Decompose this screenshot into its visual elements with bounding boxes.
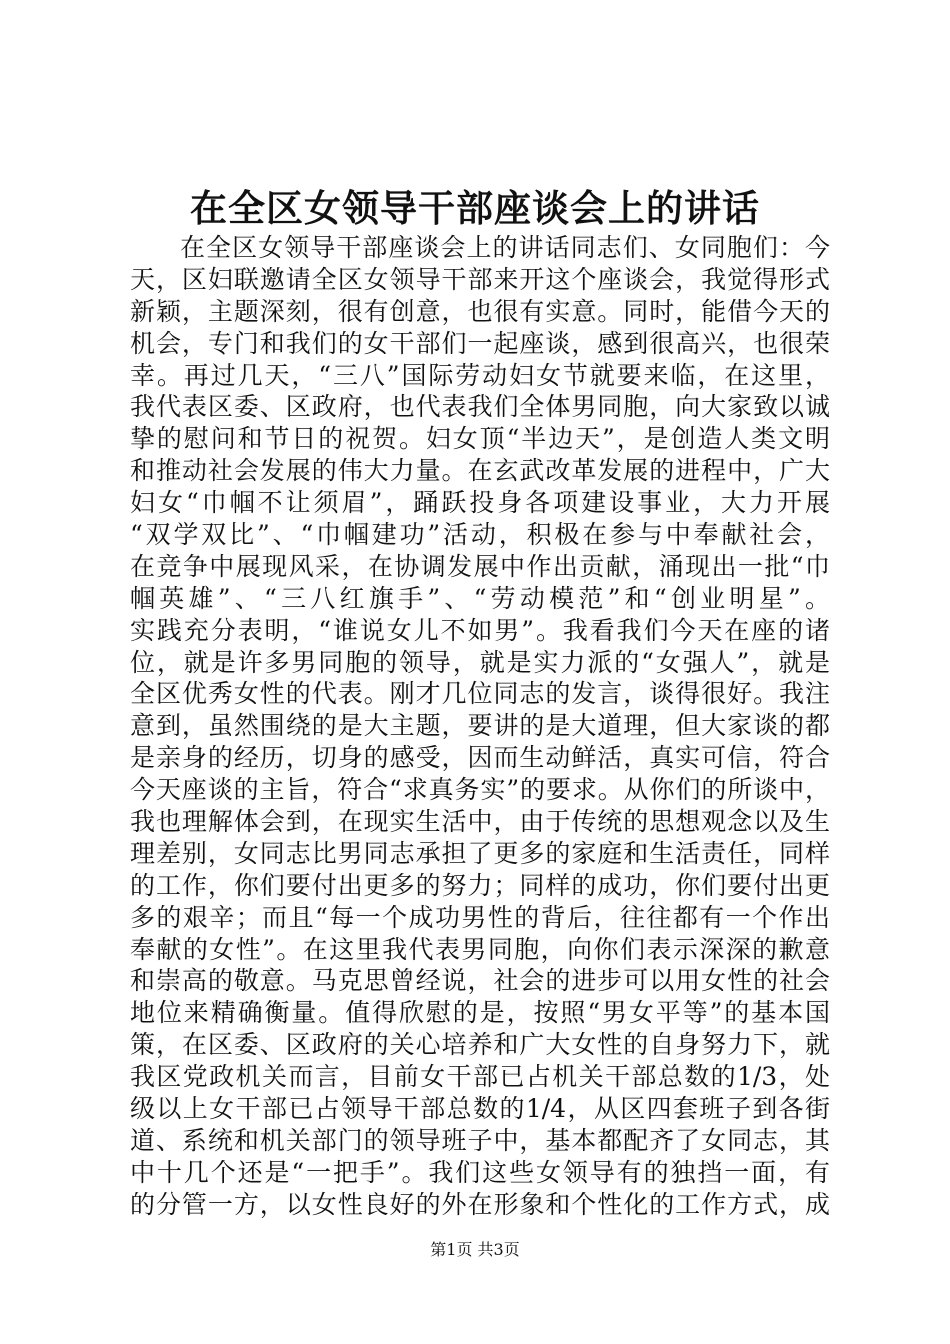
text-line: 我也理解体会到，在现实生活中，由于传统的思想观念以及生 [130, 807, 830, 837]
text-line: 策，在区委、区政府的关心培养和广大女性的自身努力下，就 [130, 1030, 830, 1060]
text-line: 妇女“巾帼不让须眉”，踊跃投身各项建设事业，大力开展 [130, 488, 830, 518]
text-line: 的分管一方，以女性良好的外在形象和个性化的工作方式，成 [130, 1189, 830, 1219]
text-line: 中十几个还是“一把手”。我们这些女领导有的独挡一面，有 [130, 1157, 830, 1187]
text-line: 位，就是许多男同胞的领导，就是实力派的“女强人”，就是 [130, 647, 830, 677]
text-line: 我区党政机关而言，目前女干部已占机关干部总数的1/3，处 [130, 1062, 830, 1092]
text-line: 和推动社会发展的伟大力量。在玄武改革发展的进程中，广大 [130, 456, 830, 486]
text-line: 是亲身的经历，切身的感受，因而生动鲜活，真实可信，符合 [130, 743, 830, 773]
text-line: 帼英雄”、“三八红旗手”、“劳动模范”和“创业明星”。 [130, 583, 830, 613]
text-line: 多的艰辛；而且“每一个成功男性的背后，往往都有一个作出 [130, 902, 830, 932]
text-line: 今天座谈的主旨，符合“求真务实”的要求。从你们的所谈中， [130, 775, 830, 805]
text-line: 机会，专门和我们的女干部们一起座谈，感到很高兴，也很荣 [130, 328, 830, 358]
body-paragraph [130, 232, 830, 1221]
text-line: 奉献的女性”。在这里我代表男同胞，向你们表示深深的歉意 [130, 934, 830, 964]
text-line: 全区优秀女性的代表。刚才几位同志的发言，谈得很好。我注 [130, 679, 830, 709]
text-line: 我代表区委、区政府，也代表我们全体男同胞，向大家致以诚 [130, 392, 830, 422]
text-line: 幸。再过几天，“三八”国际劳动妇女节就要来临，在这里， [130, 360, 830, 390]
text-line: 理差别，女同志比男同志承担了更多的家庭和生活责任，同样 [130, 838, 830, 868]
text-line: 在全区女领导干部座谈会上的讲话同志们、女同胞们：今 [180, 233, 830, 262]
text-line: 和崇高的敬意。马克思曾经说，社会的进步可以用女性的社会 [130, 966, 830, 996]
text-line: 道、系统和机关部门的领导班子中，基本都配齐了女同志，其 [130, 1125, 830, 1155]
text-line: 挚的慰问和节日的祝贺。妇女顶“半边天”，是创造人类文明 [130, 424, 830, 454]
document-title: 在全区女领导干部座谈会上的讲话 [190, 186, 760, 230]
text-line: 意到，虽然围绕的是大主题，要讲的是大道理，但大家谈的都 [130, 711, 830, 741]
text-line: 新颖，主题深刻，很有创意，也很有实意。同时，能借今天的 [130, 296, 830, 326]
text-line: 在竞争中展现风采，在协调发展中作出贡献，涌现出一批“巾 [130, 551, 830, 581]
text-line: 地位来精确衡量。值得欣慰的是，按照“男女平等”的基本国 [130, 998, 830, 1028]
text-line: 天，区妇联邀请全区女领导干部来开这个座谈会，我觉得形式 [130, 264, 830, 294]
text-line: 实践充分表明，“谁说女儿不如男”。我看我们今天在座的诸 [130, 615, 830, 645]
page-number-footer: 第1页 共3页 [430, 1240, 520, 1259]
text-line: 级以上女干部已占领导干部总数的1/4，从区四套班子到各街 [130, 1094, 830, 1124]
text-line: 的工作，你们要付出更多的努力；同样的成功，你们要付出更 [130, 870, 830, 900]
text-line: “双学双比”、“巾帼建功”活动，积极在参与中奉献社会， [130, 520, 830, 550]
